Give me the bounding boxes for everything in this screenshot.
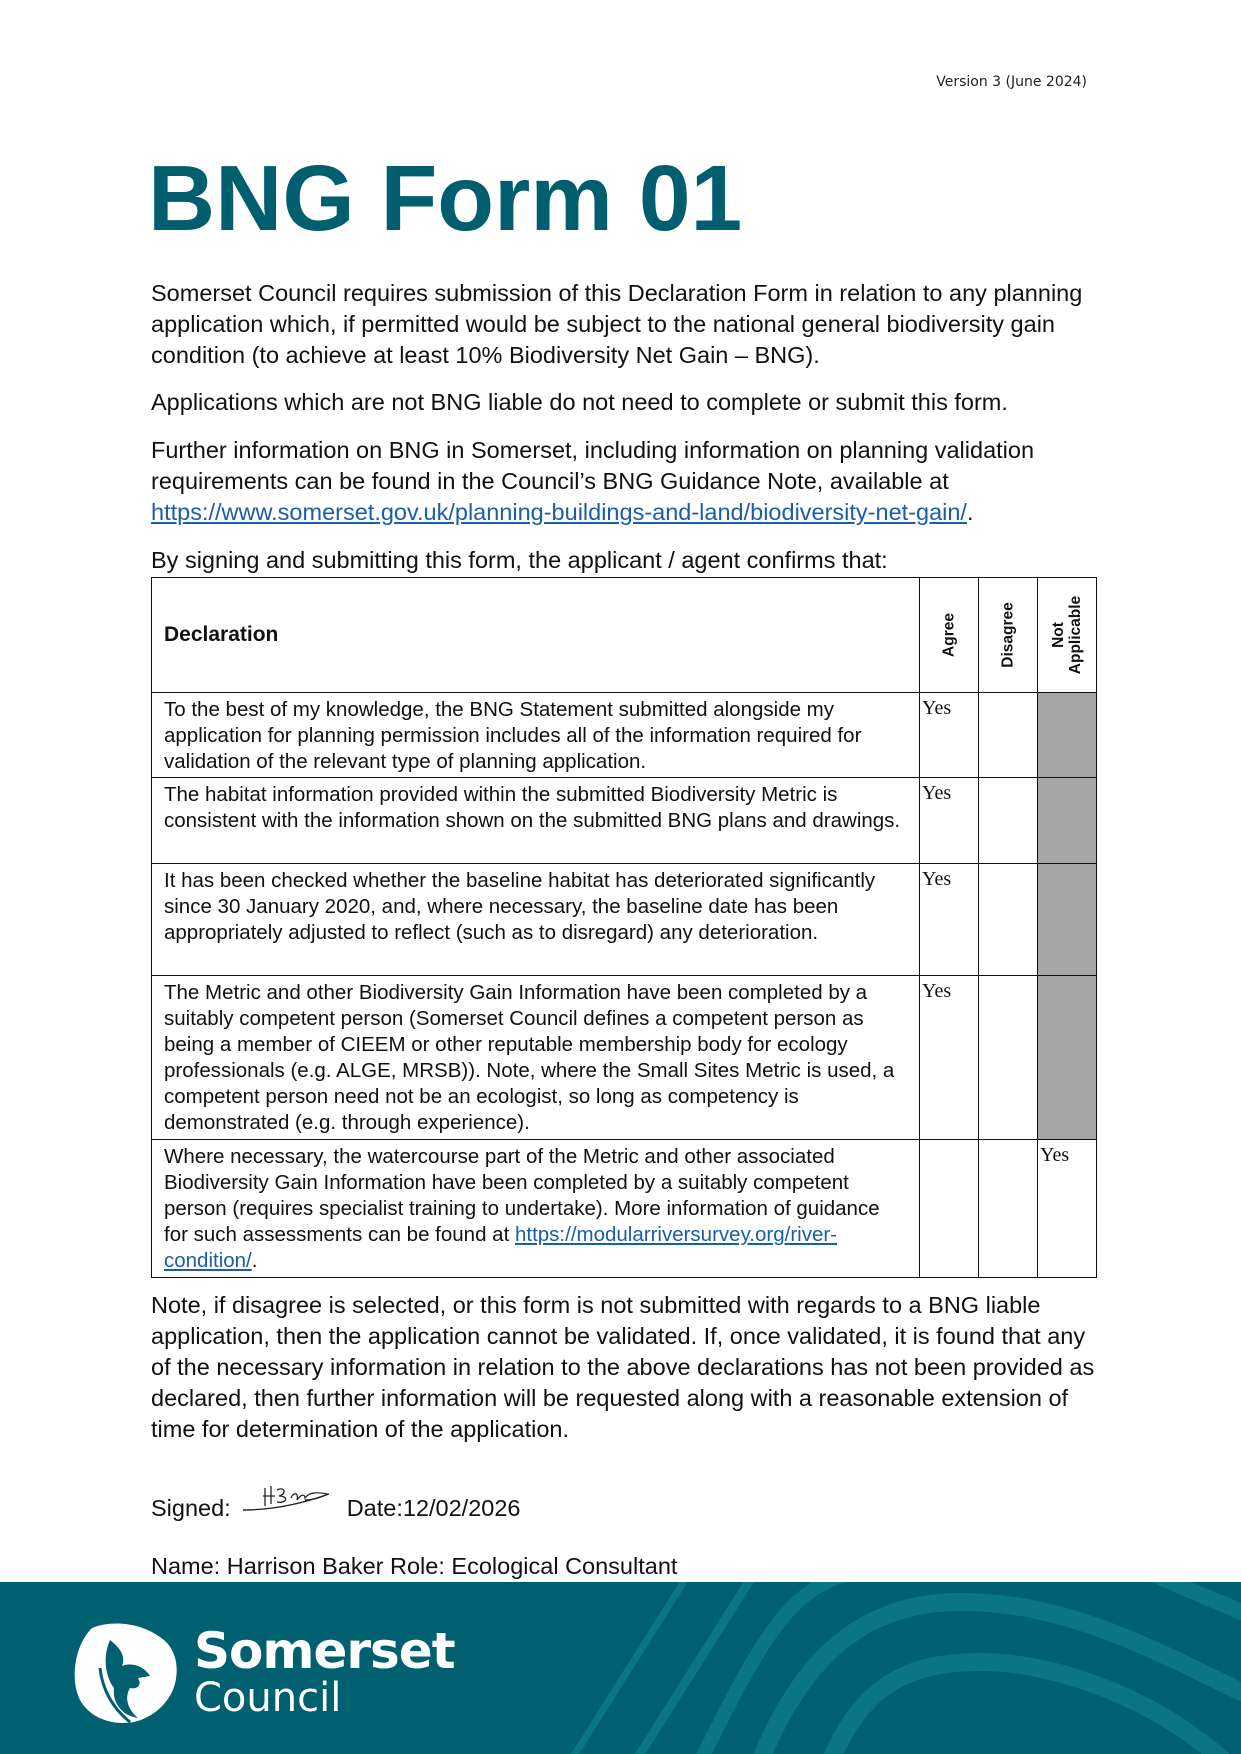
declaration-text: To the best of my knowledge, the BNG Statement submitted alongside my application for planning permission includes all of the information required for validation of the relevant type of planning application. <box>152 693 920 778</box>
signature-image <box>241 1480 333 1520</box>
disagree-cell[interactable] <box>979 864 1038 976</box>
signature-row <box>151 1488 521 1528</box>
not-applicable-cell <box>1038 693 1097 778</box>
agree-label: Agree <box>940 613 958 657</box>
agree-cell[interactable]: Yes <box>920 864 979 976</box>
table-row <box>152 693 1097 778</box>
river-condition-link[interactable]: https://modularriversurvey.org/river-condition/ <box>164 1223 837 1272</box>
name-role-row <box>151 1553 677 1580</box>
table-header-row <box>152 578 1097 693</box>
logo-text-somerset: Somerset <box>194 1622 455 1680</box>
declaration-table <box>151 577 1097 1278</box>
agree-cell[interactable]: Yes <box>920 976 979 1140</box>
table-row <box>152 1140 1097 1278</box>
disagree-cell[interactable] <box>979 778 1038 864</box>
further-info-text: Further information on BNG in Somerset, including information on planning validation requirements can be found in the Council’s BNG Guidance Note, available at <box>151 437 1035 494</box>
not-applicable-label: Not Applicable <box>1050 595 1084 675</box>
header-not-applicable <box>1038 578 1097 693</box>
not-applicable-cell <box>1038 864 1097 976</box>
signed-label: Signed: <box>151 1494 231 1521</box>
header-disagree <box>979 578 1038 693</box>
date-label: Date: <box>346 1494 403 1521</box>
declaration-text-body: Where necessary, the watercourse part of the Metric and other associated Biodiversity Gain Information have been completed by a suitably competent person (requires specialist training to undertake). More information of guidance for such assessments can be found at <box>164 1145 880 1246</box>
disagree-cell[interactable] <box>979 1140 1038 1278</box>
agree-cell[interactable]: Yes <box>920 693 979 778</box>
logo-text-council: Council <box>194 1675 342 1721</box>
footer-banner <box>0 1582 1241 1754</box>
role-value: Ecological Consultant <box>451 1553 678 1579</box>
role-label: Role: <box>390 1553 445 1579</box>
table-row <box>152 864 1097 976</box>
table-row <box>152 976 1097 1140</box>
disagree-note: Note, if disagree is selected, or this form is not submitted with regards to a BNG liable application, then the application cannot be validated. If, once validated, it is found that any of the necessary information in relation to the above declarations has not been provided as declared, then further information will be requested along with a reasonable extension of time for determination of the application. <box>151 1292 1095 1442</box>
somerset-council-logo <box>72 1618 455 1726</box>
declaration-text: It has been checked whether the baseline habitat has deteriorated significantly since 30 January 2020, and, where necessary, the baseline date has been appropriately adjusted to reflect (such as to disregard) any deterioration. <box>152 864 920 976</box>
not-applicable-cell <box>1038 976 1097 1140</box>
confirmation-lead: By signing and submitting this form, the applicant / agent confirms that: <box>151 547 888 573</box>
period: . <box>966 499 974 525</box>
period: . <box>251 1249 258 1272</box>
disagree-label: Disagree <box>999 602 1017 668</box>
disagree-cell[interactable] <box>979 976 1038 1140</box>
declaration-text: The Metric and other Biodiversity Gain Information have been completed by a suitably competent person (Somerset Council defines a competent person as being a member of CIEEM or other reputable membership body for ecology professionals (e.g. ALGE, MRSB)). Note, where the Small Sites Metric is used, a competent person need not be an ecologist, so long as competency is demonstrated (e.g. through experience). <box>152 976 920 1140</box>
version-label: Version 3 (June 2024) <box>936 74 1087 90</box>
page-title: BNG Form 01 <box>148 146 743 250</box>
disagree-cell[interactable] <box>979 693 1038 778</box>
name-value: Harrison Baker <box>226 1553 384 1579</box>
intro-paragraph: Somerset Council requires submission of this Declaration Form in relation to any planning application which, if permitted would be subject to the national general biodiversity gain condition (to achieve at least 10% Biodiversity Net Gain – BNG). <box>151 280 1083 368</box>
agree-cell[interactable] <box>920 1140 979 1278</box>
table-row <box>152 778 1097 864</box>
guidance-link[interactable]: https://www.somerset.gov.uk/planning-buildings-and-land/biodiversity-net-gain/ <box>151 499 967 525</box>
not-applicable-cell <box>1038 778 1097 864</box>
header-declaration: Declaration <box>152 578 920 693</box>
agree-cell[interactable]: Yes <box>920 778 979 864</box>
name-label: Name: <box>151 1553 221 1579</box>
not-applicable-cell[interactable]: Yes <box>1038 1140 1097 1278</box>
declaration-text: The habitat information provided within the submitted Biodiversity Metric is consistent with the information shown on the submitted BNG plans and drawings. <box>152 778 920 864</box>
date-value: 12/02/2026 <box>402 1494 521 1521</box>
header-agree <box>920 578 979 693</box>
dragon-logo-icon <box>72 1618 182 1726</box>
further-info-paragraph <box>151 435 1101 528</box>
declaration-text <box>152 1140 920 1278</box>
bng-liable-note: Applications which are not BNG liable do not need to complete or submit this form. <box>151 389 1008 415</box>
